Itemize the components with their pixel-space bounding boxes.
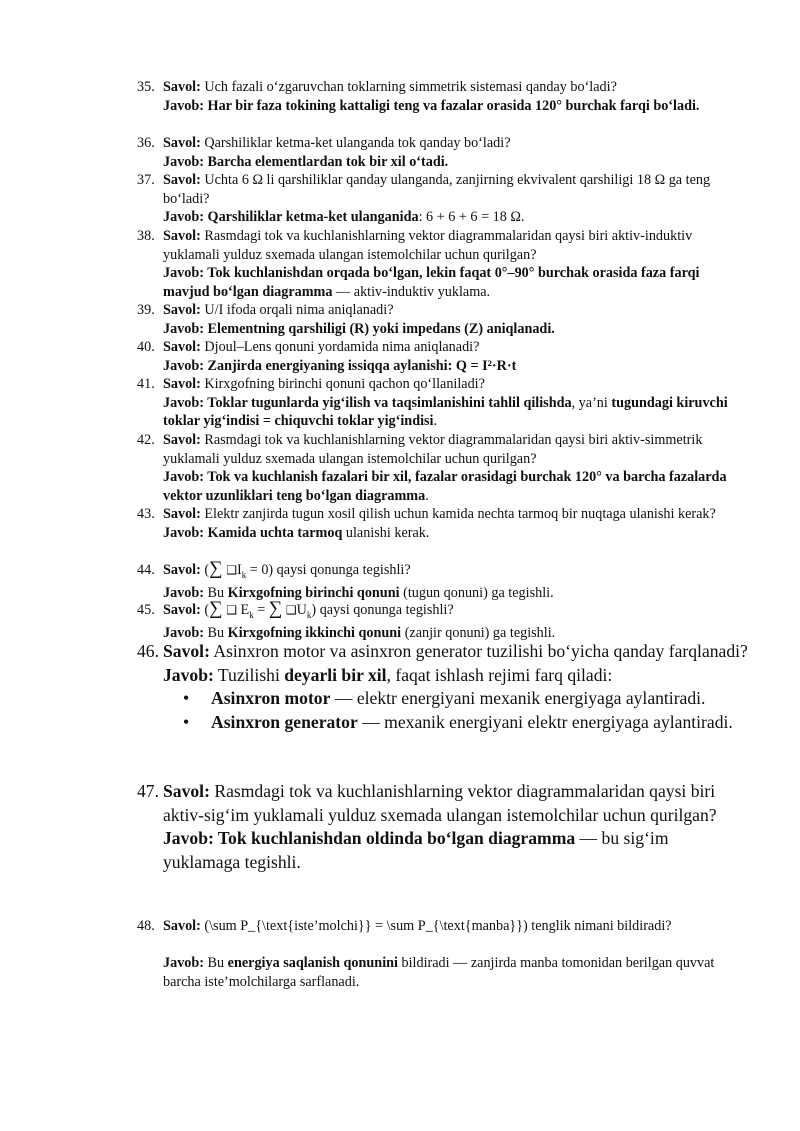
- answer-text: : 6 + 6 + 6 = 18 Ω.: [418, 209, 525, 226]
- placeholder-box-icon: ❑: [285, 603, 297, 617]
- answer-text: Bu: [204, 585, 228, 602]
- question-line: [163, 780, 749, 827]
- savol-label: Savol:: [163, 506, 201, 522]
- savol-label: Savol:: [163, 302, 201, 318]
- javob-label: Javob:: [163, 625, 204, 642]
- question-37: [137, 171, 747, 227]
- question-line: [163, 375, 747, 394]
- answer-line: [163, 97, 747, 116]
- formula-var: E: [236, 602, 250, 618]
- answer-text: Tuzilishi: [213, 664, 285, 685]
- answer-bold: deyarli bir xil: [284, 664, 387, 685]
- savol-label: Savol:: [163, 172, 201, 188]
- formula-var-2: U: [296, 602, 307, 618]
- answer-line: [163, 264, 747, 301]
- answer-bold: Kirxgofning birinchi qonuni: [227, 585, 400, 602]
- answer-line: [163, 954, 747, 991]
- answer-line: [163, 468, 747, 505]
- item-number: 35.: [137, 79, 155, 95]
- question-39: [137, 301, 747, 338]
- question-46: [137, 640, 749, 734]
- item-number: 48.: [137, 918, 155, 934]
- formula-open: (: [200, 562, 210, 578]
- answer-text: .: [425, 487, 429, 504]
- question-48: [137, 917, 747, 936]
- item-number: 42.: [137, 432, 155, 448]
- answer-text: — aktiv-induktiv yuklama.: [332, 283, 491, 300]
- question-43: [137, 505, 747, 542]
- answer-line: [163, 208, 747, 227]
- answer-bold: Tok kuchlanishdan orqada bo‘lgan, lekin faqat 0°–90° burchak orasida faza farqi mavjud bo‘lgan diagramma: [163, 265, 700, 300]
- javob-label: Javob:: [163, 394, 204, 411]
- savol-label: Savol:: [163, 79, 201, 95]
- question-line: [163, 301, 747, 320]
- answer-bold: Tok va kuchlanish fazalari bir xil, fazalar orasidagi burchak 120° va barcha fazalarda vektor uzunliklari teng bo‘lgan diagramma: [163, 469, 727, 504]
- question-35: [137, 78, 747, 115]
- bullet-bold: Asinxron generator: [211, 711, 358, 732]
- javob-label: Javob:: [163, 469, 204, 486]
- question-44: [137, 558, 747, 603]
- question-text: Rasmdagi tok va kuchlanishlarning vektor diagrammalaridan qaysi biri aktiv-induktiv yuklamali yulduz sxemada ulangan istemolchilar uchun qurilgan?: [163, 228, 693, 263]
- question-line: [163, 431, 747, 468]
- javob-label: Javob:: [163, 153, 204, 170]
- answer-bold: Kirxgofning ikkinchi qonuni: [227, 625, 402, 642]
- savol-label: Savol:: [163, 432, 201, 448]
- answer-line: [163, 153, 747, 172]
- javob-label: Javob:: [163, 265, 204, 282]
- formula-rest: ) qaysi qonunga tegishli?: [311, 602, 454, 618]
- question-text: Rasmdagi tok va kuchlanishlarning vektor diagrammalaridan qaysi biri aktiv-simmetrik yuklamali yulduz sxemada ulangan istemolchilar uchun qurilgan?: [163, 432, 703, 467]
- item-number: 44.: [137, 562, 155, 578]
- savol-label: Savol:: [163, 376, 201, 392]
- formula-subscript: k: [241, 569, 247, 580]
- answer-line: [163, 357, 747, 376]
- answer-line: [163, 827, 749, 874]
- item-number: 47.: [137, 781, 159, 801]
- savol-label: Savol:: [163, 339, 201, 355]
- item-number: 40.: [137, 339, 155, 355]
- savol-label: Savol:: [163, 602, 201, 618]
- sum-symbol: ∑: [209, 598, 223, 619]
- question-line: [163, 598, 747, 624]
- item-number: 37.: [137, 172, 155, 188]
- answer-48: [137, 954, 747, 991]
- question-text: Asinxron motor va asinxron generator tuzilishi bo‘yicha qanday farqlanadi?: [209, 641, 748, 661]
- question-line: [163, 78, 747, 97]
- answer-text-2: (zanjir qonuni) ga tegishli.: [401, 625, 556, 642]
- answer-bold-2: tugundagi kiruvchi toklar yig‘indisi = chiquvchi toklar yig‘indisi: [163, 394, 728, 430]
- answer-line: [163, 524, 747, 543]
- answer-bold: Tok kuchlanishdan oldinda bo‘lgan diagramma: [213, 828, 576, 849]
- formula-var: I: [236, 562, 242, 578]
- question-41: [137, 375, 747, 431]
- bullet-bold: Asinxron motor: [211, 688, 331, 709]
- question-line: [163, 227, 747, 264]
- question-line: [163, 171, 747, 208]
- answer-text-2: .: [433, 413, 438, 430]
- placeholder-box-icon: ❑: [226, 603, 237, 617]
- bullet-dot: •: [183, 688, 190, 709]
- answer-bold: Toklar tugunlarda yig‘ilish va taqsimlanishini tahlil qilishda: [204, 394, 572, 411]
- savol-label: Savol:: [163, 228, 201, 244]
- answer-bold: Elementning qarshiligi (R) yoki impedans (Z) aniqlanadi.: [204, 320, 555, 337]
- question-line: [163, 505, 747, 524]
- javob-label: Javob:: [163, 828, 214, 849]
- formula-subscript: k: [249, 609, 254, 620]
- answer-text: ulanishi kerak.: [342, 524, 430, 541]
- bullet-item: [163, 711, 749, 735]
- answer-text: — bu sig‘im yuklamaga tegishli.: [163, 828, 669, 872]
- answer-line: [163, 664, 749, 688]
- question-text: Uchta 6 Ω li qarshiliklar qanday ulanganda, zanjirning ekvivalent qarshiligi 18 Ω ga teng bo‘ladi?: [163, 172, 711, 207]
- answer-text: Bu: [204, 955, 228, 971]
- answer-text-2: , faqat ishlash rejimi farq qiladi:: [386, 664, 613, 685]
- item-number: 41.: [137, 376, 155, 392]
- answer-bold: Kamida uchta tarmoq: [204, 524, 343, 541]
- savol-label: Savol:: [163, 562, 201, 578]
- question-line: [163, 134, 747, 153]
- answer-text-2: bildiradi — zanjirda manba tomonidan berilgan quvvat barcha iste’molchilarga sarflanadi.: [163, 955, 715, 990]
- savol-label: Savol:: [163, 641, 210, 661]
- javob-label: Javob:: [163, 524, 204, 541]
- javob-label: Javob:: [163, 955, 204, 971]
- question-40: [137, 338, 747, 375]
- item-number: 46.: [137, 641, 159, 661]
- answer-bold: Har bir faza tokining kattaligi teng va fazalar orasida 120° burchak farqi bo‘ladi.: [204, 97, 700, 114]
- answer-bold: Zanjirda energiyaning issiqqa aylanishi: Q = I²·R·t: [204, 357, 517, 374]
- bullet-dot: •: [183, 711, 190, 732]
- javob-label: Javob:: [163, 320, 204, 337]
- formula-subscript-2: k: [306, 609, 312, 620]
- question-line: [163, 338, 747, 357]
- item-number: 36.: [137, 135, 155, 151]
- question-line: [163, 917, 747, 936]
- javob-label: Javob:: [163, 209, 204, 226]
- placeholder-box-icon: ❑: [226, 563, 237, 577]
- bullet-text: — elektr energiyani mexanik energiyaga aylantiradi.: [330, 688, 706, 709]
- bullet-item: [163, 687, 749, 711]
- answer-bold: Barcha elementlardan tok bir xil o‘tadi.: [204, 153, 449, 170]
- item-number: 43.: [137, 506, 155, 522]
- question-47: [137, 780, 749, 874]
- answer-text: Bu: [204, 625, 228, 642]
- answer-line: [163, 394, 747, 431]
- question-38: [137, 227, 747, 301]
- question-text: Kirxgofning birinchi qonuni qachon qo‘llaniladi?: [200, 376, 485, 392]
- question-text: Qarshiliklar ketma-ket ulanganda tok qanday bo‘ladi?: [200, 135, 511, 151]
- javob-label: Javob:: [163, 357, 204, 374]
- question-line: [163, 640, 749, 664]
- savol-label: Savol:: [163, 918, 201, 934]
- item-number: 38.: [137, 228, 155, 244]
- question-text: Rasmdagi tok va kuchlanishlarning vektor diagrammalaridan qaysi biri aktiv-sig‘im yuklamali yulduz sxemada ulangan istemolchilar uchun qurilgan?: [163, 781, 717, 825]
- question-36: [137, 134, 747, 171]
- question-42: [137, 431, 747, 505]
- answer-text-2: (tugun qonuni) ga tegishli.: [399, 585, 554, 602]
- answer-line: [163, 320, 747, 339]
- question-text: Uch fazali o‘zgaruvchan toklarning simmetrik sistemasi qanday bo‘ladi?: [200, 79, 617, 95]
- answer-bold: energiya saqlanish qonunini: [227, 955, 398, 971]
- sum-symbol: ∑: [209, 558, 223, 579]
- item-number: 39.: [137, 302, 155, 318]
- question-text: Elektr zanjirda tugun xosil qilish uchun kamida nechta tarmoq bir nuqtaga ulanishi kerak?: [200, 506, 716, 522]
- item-number: 45.: [137, 602, 155, 618]
- question-text: U/I ifoda orqali nima aniqlanadi?: [200, 302, 394, 318]
- javob-label: Javob:: [163, 97, 204, 114]
- bullet-text: — mexanik energiyani elektr energiyaga aylantiradi.: [357, 711, 733, 732]
- sum-symbol-2: ∑: [268, 598, 283, 619]
- formula-equals: =: [253, 602, 269, 618]
- formula-rest: = 0) qaysi qonunga tegishli?: [246, 562, 411, 578]
- savol-label: Savol:: [163, 781, 210, 801]
- question-text: (\sum P_{\text{iste’molchi}} = \sum P_{\text{manba}}) tenglik nimani bildiradi?: [200, 918, 672, 934]
- question-line: [163, 558, 747, 584]
- answer-bold: Qarshiliklar ketma-ket ulanganida: [204, 209, 419, 226]
- question-text: Djoul–Lens qonuni yordamida nima aniqlanadi?: [200, 339, 480, 355]
- savol-label: Savol:: [163, 135, 201, 151]
- javob-label: Javob:: [163, 585, 204, 602]
- question-45: [137, 598, 747, 643]
- formula-open: (: [200, 602, 210, 618]
- answer-text: , ya’ni: [571, 394, 612, 411]
- javob-label: Javob:: [163, 664, 214, 685]
